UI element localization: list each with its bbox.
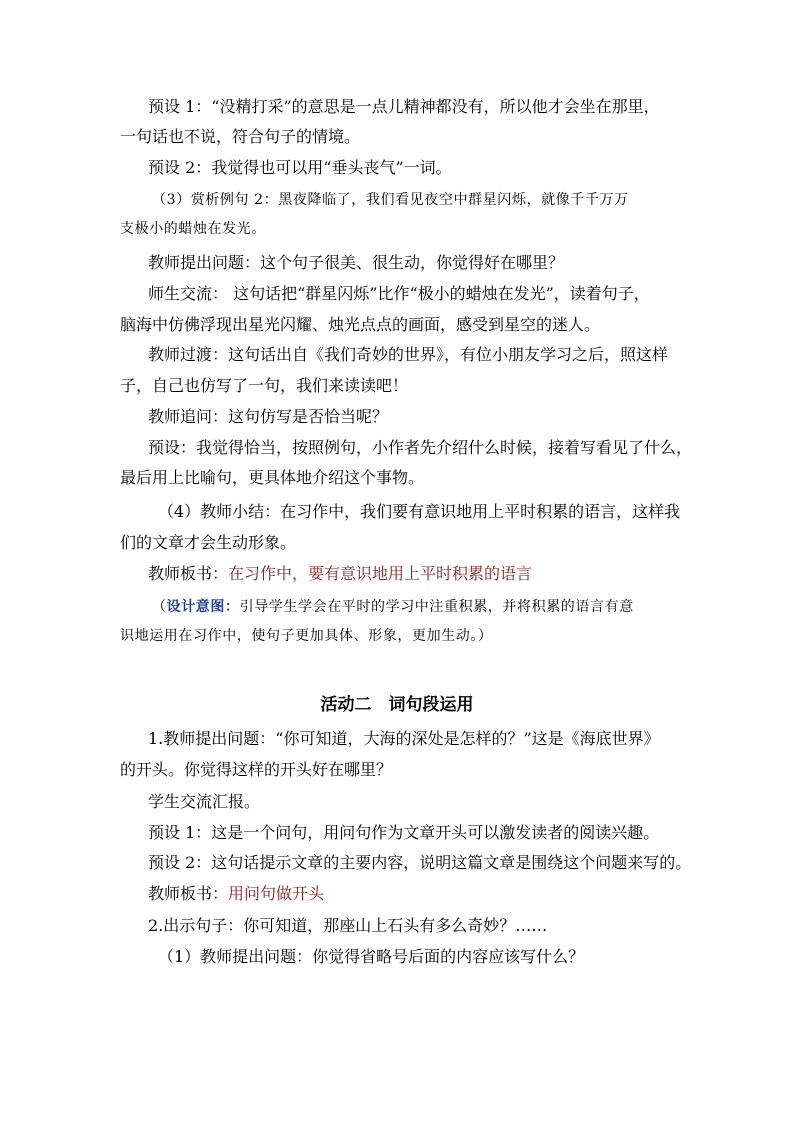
example-sentence-2-line2: 支极小的蜡烛在发光。 [120, 221, 266, 237]
design-intent-text: 引导学生学会在平时的学习中注重积累，并将积累的语言有意 [239, 599, 634, 615]
student-report: 学生交流汇报。 [148, 792, 261, 811]
section-heading-activity-2: 活动二 词句段运用 [320, 695, 474, 715]
preset-answer-line2: 最后用上比喻句，更具体地介绍这个事物。 [120, 468, 425, 487]
discussion-line2: 脑海中仿佛浮现出星光闪耀、烛光点点的画面，感受到星空的迷人。 [120, 315, 601, 334]
teacher-question: 教师提出问题：这个句子很美、很生动，你觉得好在哪里？ [148, 253, 565, 272]
blackboard-text: 用问句做开头 [228, 884, 325, 903]
activity2-preset-2: 预设 2：这句话提示文章的主要内容，说明这篇文章是围绕这个问题来写的。 [148, 853, 692, 872]
question-2: 2.出示句子：你可知道，那座山上石头有多么奇妙？…… [148, 916, 548, 935]
design-intent-line2: 识地运用在习作中，使句子更加具体、形象，更加生动。） [120, 628, 493, 644]
question-1-line2: 的开头。你觉得这样的开头好在哪里？ [120, 760, 393, 779]
teacher-follow-up: 教师追问：这句仿写是否恰当呢？ [148, 407, 389, 426]
blackboard-label: 教师板书： [148, 884, 229, 903]
blackboard-text: 在习作中，要有意识地用上平时积累的语言 [228, 564, 533, 583]
question-2-sub-1: （1）教师提出问题：你觉得省略号后面的内容应该写什么？ [158, 947, 585, 966]
activity2-preset-1: 预设 1：这是一个问句，用问句作为文章开头可以激发读者的阅读兴趣。 [148, 823, 660, 842]
example-sentence-2-line1: （3）赏析例句 2：黑夜降临了，我们看见夜空中群星闪烁，就像千千万万 [152, 192, 629, 208]
question-1-line1: 1.教师提出问题：“你可知道，大海的深处是怎样的？”这是《海底世界》 [148, 729, 660, 748]
teacher-transition-line2: 子，自己也仿写了一句，我们来读读吧！ [120, 376, 409, 395]
blackboard-label: 教师板书： [148, 564, 229, 583]
design-intent-label: 设计意图： [166, 599, 240, 615]
teacher-transition-line1: 教师过渡：这句话出自《我们奇妙的世界》，有位小朋友学习之后，照这样 [148, 345, 669, 364]
paragraph-preset-1-line2: 一句话也不说，符合句子的情境。 [120, 127, 361, 146]
discussion-line1: 师生交流： 这句话把“群星闪烁”比作“极小的蜡烛在发光”，读着句子， [148, 284, 650, 303]
design-intent-line1 [152, 597, 634, 617]
preset-answer-line1: 预设：我觉得恰当，按照例句，小作者先介绍什么时候，接着写看见了什么， [148, 438, 693, 457]
blackboard-note-2 [148, 884, 324, 904]
teacher-summary-line2: 们的文章才会生动形象。 [120, 533, 297, 552]
paragraph-preset-1-line1: 预设 1：“没精打采”的意思是一点儿精神都没有，所以他才会坐在那里， [148, 97, 660, 116]
paragraph-preset-2: 预设 2：我觉得也可以用“垂头丧气”一词。 [148, 158, 452, 177]
blackboard-note-1 [148, 564, 532, 584]
design-intent-open: （ [152, 599, 167, 615]
teacher-summary-line1: （4）教师小结：在习作中，我们要有意识地用上平时积累的语言，这样我 [158, 502, 681, 521]
